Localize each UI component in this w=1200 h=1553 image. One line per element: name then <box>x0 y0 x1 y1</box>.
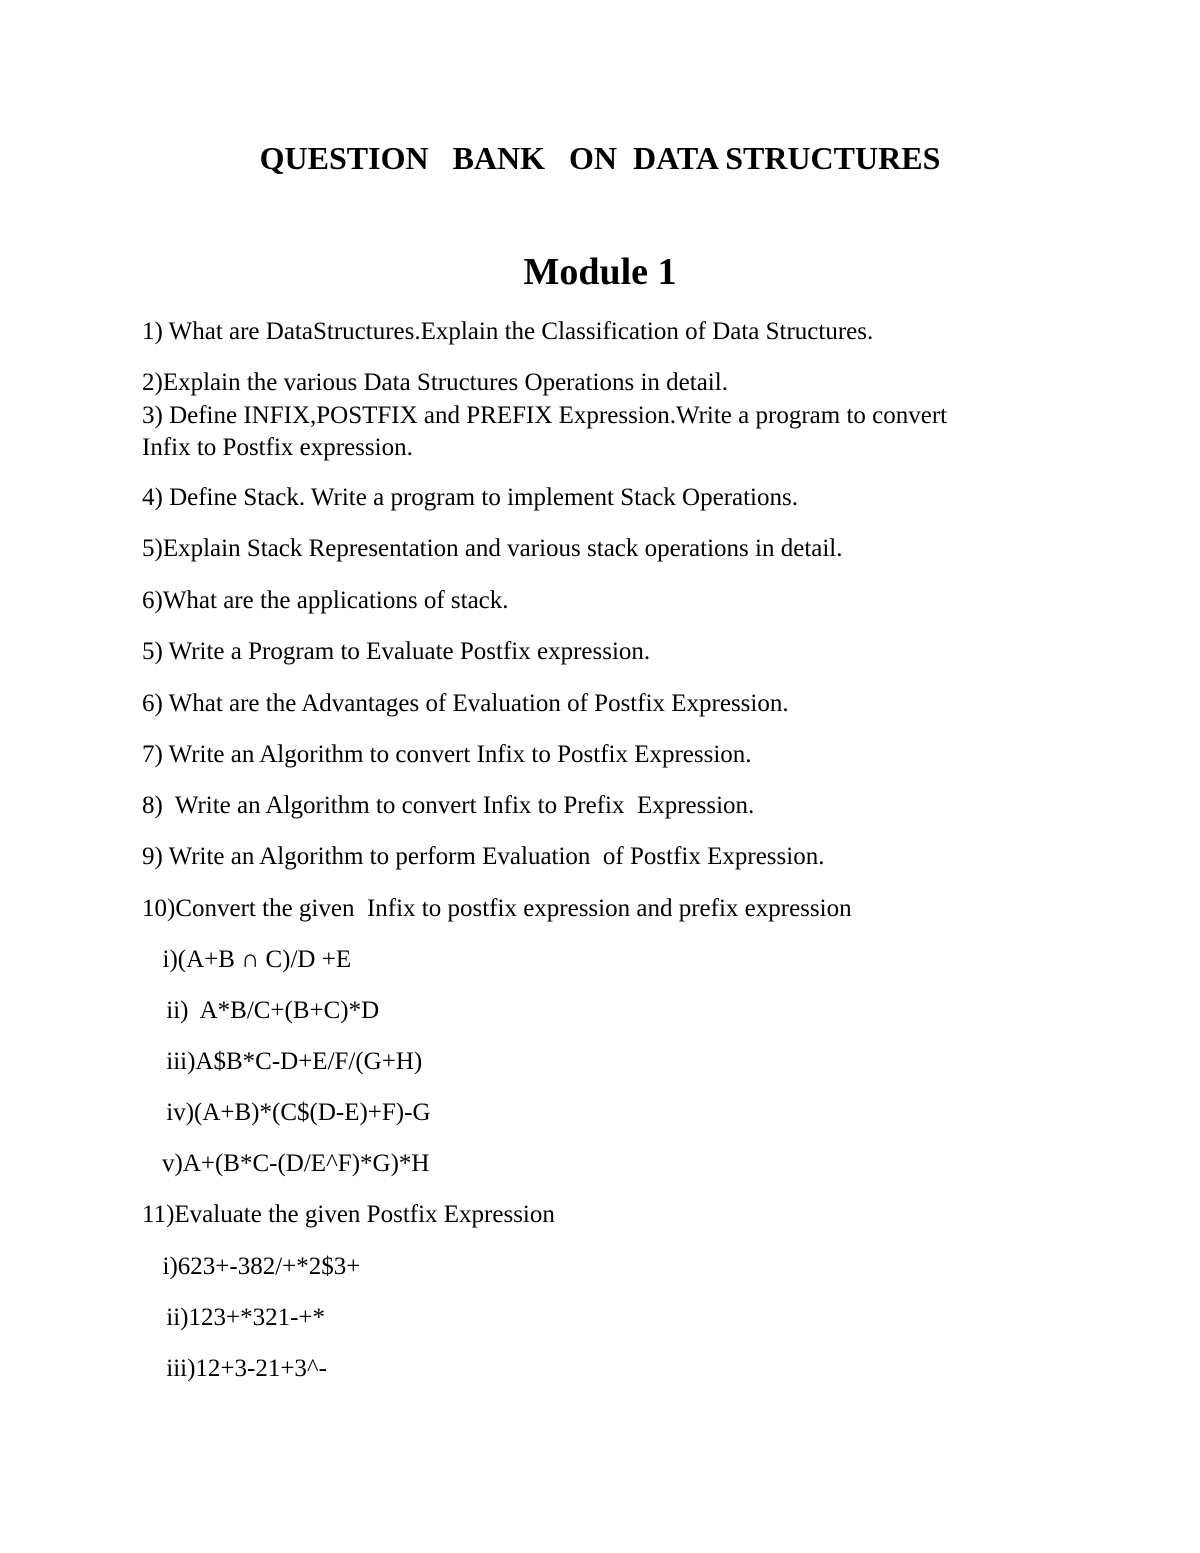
question-10-part-i: i)(A+B ∩ C)/D +E <box>150 946 352 973</box>
question-10: 10)Convert the given Infix to postfix expression and prefix expression <box>142 895 852 922</box>
question-10-part-ii: ii) A*B/C+(B+C)*D <box>160 997 380 1024</box>
question-10-part-iv: iv)(A+B)*(C$(D-E)+F)-G <box>160 1099 431 1126</box>
question-9: 9) Write an Algorithm to perform Evaluation of Postfix Expression. <box>142 843 825 870</box>
question-8: 8) Write an Algorithm to convert Infix to Prefix Expression. <box>142 792 755 819</box>
question-2: 2)Explain the various Data Structures Operations in detail. <box>142 369 728 396</box>
question-5b: 5) Write a Program to Evaluate Postfix expression. <box>142 638 651 665</box>
question-7: 7) Write an Algorithm to convert Infix to Postfix Expression. <box>142 741 752 768</box>
question-6: 6)What are the applications of stack. <box>142 587 509 614</box>
question-11: 11)Evaluate the given Postfix Expression <box>142 1201 555 1228</box>
question-4: 4) Define Stack. Write a program to implement Stack Operations. <box>142 484 798 511</box>
module-heading: Module 1 <box>523 251 677 293</box>
question-11-part-ii: ii)123+*321-+* <box>160 1304 325 1331</box>
document-title: QUESTION BANK ON DATA STRUCTURES <box>259 140 941 176</box>
question-5: 5)Explain Stack Representation and various stack operations in detail. <box>142 535 843 562</box>
question-11-part-iii: iii)12+3-21+3^- <box>160 1355 327 1382</box>
question-11-part-i: i)623+-382/+*2$3+ <box>150 1253 361 1280</box>
question-3: 3) Define INFIX,POSTFIX and PREFIX Expression.Write a program to convert <box>142 402 948 429</box>
question-1: 1) What are DataStructures.Explain the Classification of Data Structures. <box>142 318 874 345</box>
question-10-part-iii: iii)A$B*C-D+E/F/(G+H) <box>160 1048 423 1075</box>
question-6b: 6) What are the Advantages of Evaluation of Postfix Expression. <box>142 690 789 717</box>
question-10-part-v: v)A+(B*C-(D/E^F)*G)*H <box>162 1150 430 1177</box>
question-3-continued: Infix to Postfix expression. <box>142 434 413 461</box>
